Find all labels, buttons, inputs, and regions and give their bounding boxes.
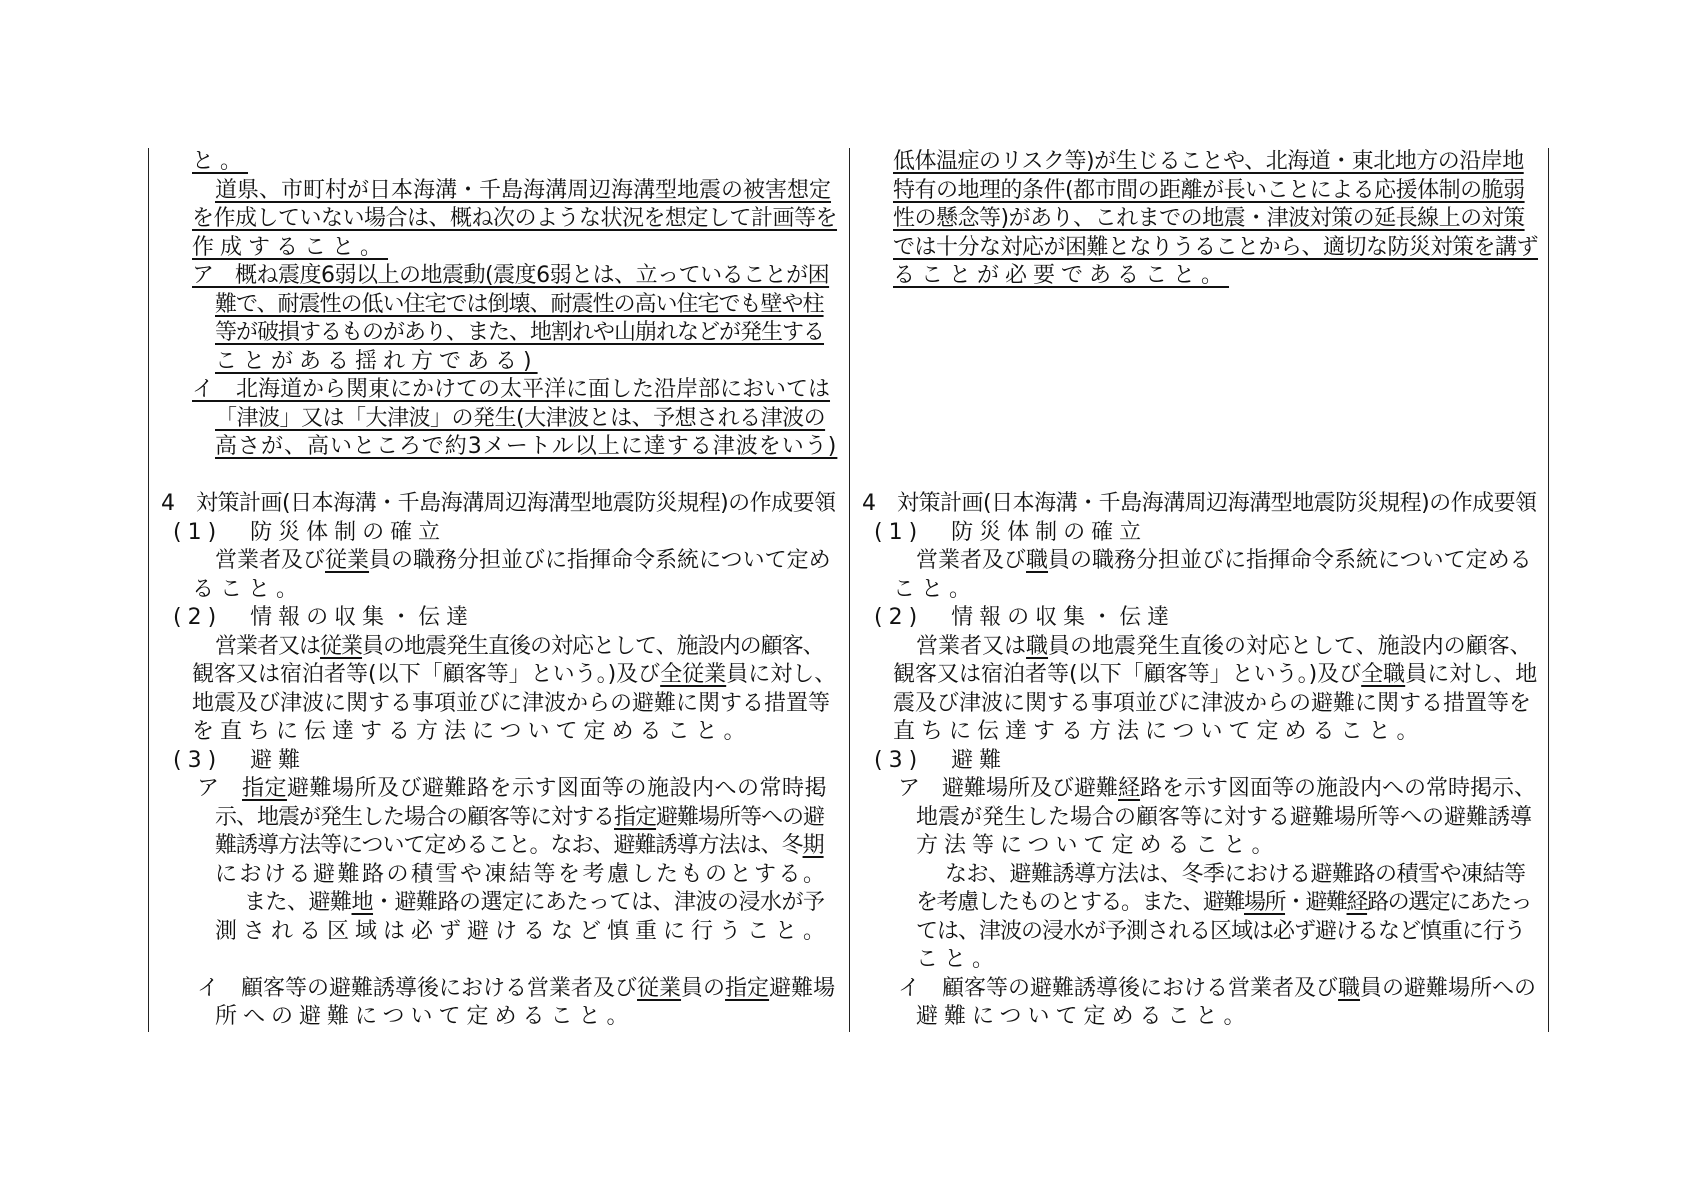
text-line [192,234,388,262]
text-line [215,832,824,860]
text-segment: 路を示す図面等の施設内への常時掲示、 [1140,776,1537,801]
subsection-heading [874,747,1007,775]
underlined-text: 低体温症のリスク等)が生じることや、北海道・東北地方の沿岸地 [893,149,1524,174]
text-segment: 方法等について定めること。 [916,833,1280,858]
text-line [215,633,824,661]
underlined-text: ことがある揺れ方である) [215,348,538,374]
text-segment: 直ちに伝達する方法について定めること。 [893,719,1425,744]
text-segment: 観客又は宿泊者等(以下「顧客等」という。)及び [893,662,1362,687]
underlined-text: ア 概ね震度6弱以上の地震動(震度6弱とは、立っていることが困 [192,263,830,288]
text-line [893,177,1525,205]
underlined-text: 性の懸念等)があり、これまでの地震・津波対策の延長線上の対策 [893,206,1525,231]
text-segment: (3) 避難 [874,747,1008,773]
text-segment: 員の [681,975,726,1001]
text-segment: における避難路の積雪や凍結等を考慮したものとする。 [215,861,828,887]
text-line [215,319,824,347]
text-segment: こと。 [893,576,978,602]
underlined-text: 等が破損するものがあり、また、地割れや山崩れなどが発生する [215,320,825,345]
underlined-text: 従業 [637,975,682,1001]
text-line [215,804,824,832]
underlined-text: と。 [192,149,249,174]
text-line [916,918,1525,946]
subsection-heading [874,604,1175,632]
underlined-text: 経 [1118,776,1141,801]
text-segment: また、避難 [244,890,352,915]
text-segment: イ 顧客等の避難誘導後における営業者及び [197,975,638,1001]
text-line [215,547,831,575]
table-border-left [148,148,149,1032]
text-segment: 員の職務分担並びに指揮命令系統について定め [369,548,831,573]
text-line [215,1003,635,1031]
text-segment: 測される区域は必ず避けるなど慎重に行うこと。 [215,918,832,944]
text-line [215,291,824,319]
text-segment: を直ちに伝達する方法について定めること。 [192,719,752,744]
text-segment: 営業者又は [916,633,1027,659]
underlined-text: 全職 [1361,662,1406,687]
text-segment: 員に対し、 [726,662,837,687]
underlined-text: 従業 [320,633,363,659]
text-segment: 観客又は宿泊者等(以下「顧客等」という。)及び [192,662,661,687]
text-segment: (3) 避難 [173,747,307,773]
table-border-middle [849,148,850,1032]
text-segment: (2) 情報の収集・伝達 [173,605,475,630]
text-segment: 所への避難について定めること。 [215,1004,635,1029]
text-segment: こと。 [916,947,1001,972]
text-segment: 示、地震が発生した場合の顧客等に対する [215,804,615,830]
text-segment: 4 対策計画(日本海溝・千島海溝周辺海溝型地震防災規程)の作成要領 [161,491,836,516]
underlined-text: イ 北海道から関東にかけての太平洋に面した沿岸部においては [192,377,831,402]
underlined-text: 指定 [614,804,657,830]
text-line [215,405,825,433]
text-line [898,975,1536,1003]
text-segment: ること。 [192,576,305,602]
text-line [893,690,1531,718]
text-line [916,633,1532,661]
section-heading [161,490,836,518]
underlined-text: 職 [1338,975,1361,1001]
text-segment: 避難について定めること。 [916,1004,1252,1029]
underlined-text: 指定 [242,776,288,801]
text-line [192,205,837,233]
text-line [916,547,1532,575]
text-segment: 避難場所及び避難路を示す図面等の施設内への常時掲 [287,776,828,801]
text-segment: ア [197,776,243,801]
underlined-text: ることが必要であること。 [893,263,1230,288]
underlined-text: 難で、耐震性の低い住宅では倒壊、耐震性の高い住宅でも壁や柱 [215,291,824,317]
text-segment: (2) 情報の収集・伝達 [874,605,1176,630]
text-segment: 地震及び津波に関する事項並びに津波からの避難に関する措置等 [192,690,831,716]
text-line [916,946,1000,974]
text-segment: 路の選定にあたっ [1367,890,1532,915]
underlined-text: 道県、市町村が日本海溝・千島海溝周辺海溝型地震の被害想定 [215,177,832,203]
underlined-text: を作成していない場合は、概ね次のような状況を想定して計画等を [192,206,838,231]
text-line [898,775,1536,803]
text-segment: 員の避難場所への [1360,975,1537,1001]
text-segment: 避難場 [769,975,836,1001]
text-line [192,148,248,176]
text-segment: 員の職務分担並びに指揮命令系統について定める [1048,548,1532,573]
text-segment: 地震が発生した場合の顧客等に対する避難場所等への避難誘導 [916,804,1533,830]
text-segment: ては、津波の浸水が予測される区域は必ず避けるなど慎重に行う [916,918,1526,944]
text-segment: 4 対策計画(日本海溝・千島海溝周辺海溝型地震防災規程)の作成要領 [862,491,1537,516]
text-segment: 営業者及び [916,548,1027,573]
text-line [215,861,828,889]
text-line [893,148,1524,176]
text-segment: (1) 防災体制の確立 [874,519,1148,545]
text-segment: ・避難 [1285,890,1347,915]
text-line [192,690,830,718]
text-line [192,718,752,746]
text-line [192,376,830,404]
underlined-text: 地 [351,890,374,915]
text-line [893,262,1229,290]
underlined-text: 指定 [725,975,770,1001]
text-line [916,889,1531,917]
text-line [215,348,538,376]
underlined-text: 特有の地理的条件(都市間の距離が長いことによる応援体制の脆弱 [893,177,1525,203]
subsection-heading [173,519,446,547]
text-segment: イ 顧客等の避難誘導後における営業者及び [898,975,1339,1001]
text-line [197,775,827,803]
subsection-heading [874,519,1147,547]
text-line [192,262,829,290]
text-line [916,804,1532,832]
section-heading [862,490,1537,518]
text-segment: 員に対し、地 [1405,662,1538,687]
text-line [945,861,1526,889]
underlined-text: 従業 [325,548,370,573]
text-line [893,234,1538,262]
underlined-text: では十分な対応が困難となりうることから、適切な防災対策を講ず [893,234,1539,260]
text-segment: ア 避難場所及び避難 [898,776,1119,801]
underlined-text: 作成すること。 [192,234,389,260]
text-line [192,576,304,604]
underlined-text: 高さが、高いところで約3メートル以上に達する津波をいう) [215,434,838,459]
underlined-text: 職 [1026,633,1049,659]
text-segment: 員の地震発生直後の対応として、施設内の顧客、 [1048,633,1532,659]
text-line [192,661,836,689]
subsection-heading [173,604,474,632]
text-segment: 難誘導方法等について定めること。なお、避難誘導方法は、冬 [215,833,803,858]
text-line [215,918,831,946]
underlined-text: 場所 [1244,890,1286,915]
text-line [893,205,1525,233]
text-segment: 員の地震発生直後の対応として、施設内の顧客、 [362,633,824,659]
underlined-text: 「津波」又は「大津波」の発生(大津波とは、予想される津波の [215,405,826,431]
underlined-text: 職 [1026,548,1049,573]
text-line [916,832,1280,860]
text-segment: ・避難路の選定にあたっては、津波の浸水が予 [373,890,825,915]
table-border-right [1548,148,1549,1032]
text-segment: なお、避難誘導方法は、冬季における避難路の積雪や凍結等 [945,861,1526,887]
text-segment: 震及び津波に関する事項並びに津波からの避難に関する措置等を [893,690,1532,716]
text-line [916,1003,1252,1031]
subsection-heading [173,747,306,775]
underlined-text: 期 [802,833,824,858]
underlined-text: 経 [1346,890,1368,915]
text-line [197,975,835,1003]
text-segment: を考慮したものとする。また、避難 [916,890,1245,915]
text-line [893,661,1537,689]
underlined-text: 全従業 [660,662,727,687]
text-segment: 営業者又は [215,633,321,659]
text-segment: (1) 防災体制の確立 [173,519,447,545]
text-line [215,177,831,205]
text-line [244,889,825,917]
text-segment: 避難場所等への避 [656,804,825,830]
text-line [893,718,1425,746]
text-line [893,576,977,604]
text-line [215,433,837,461]
text-segment: 営業者及び [215,548,326,573]
